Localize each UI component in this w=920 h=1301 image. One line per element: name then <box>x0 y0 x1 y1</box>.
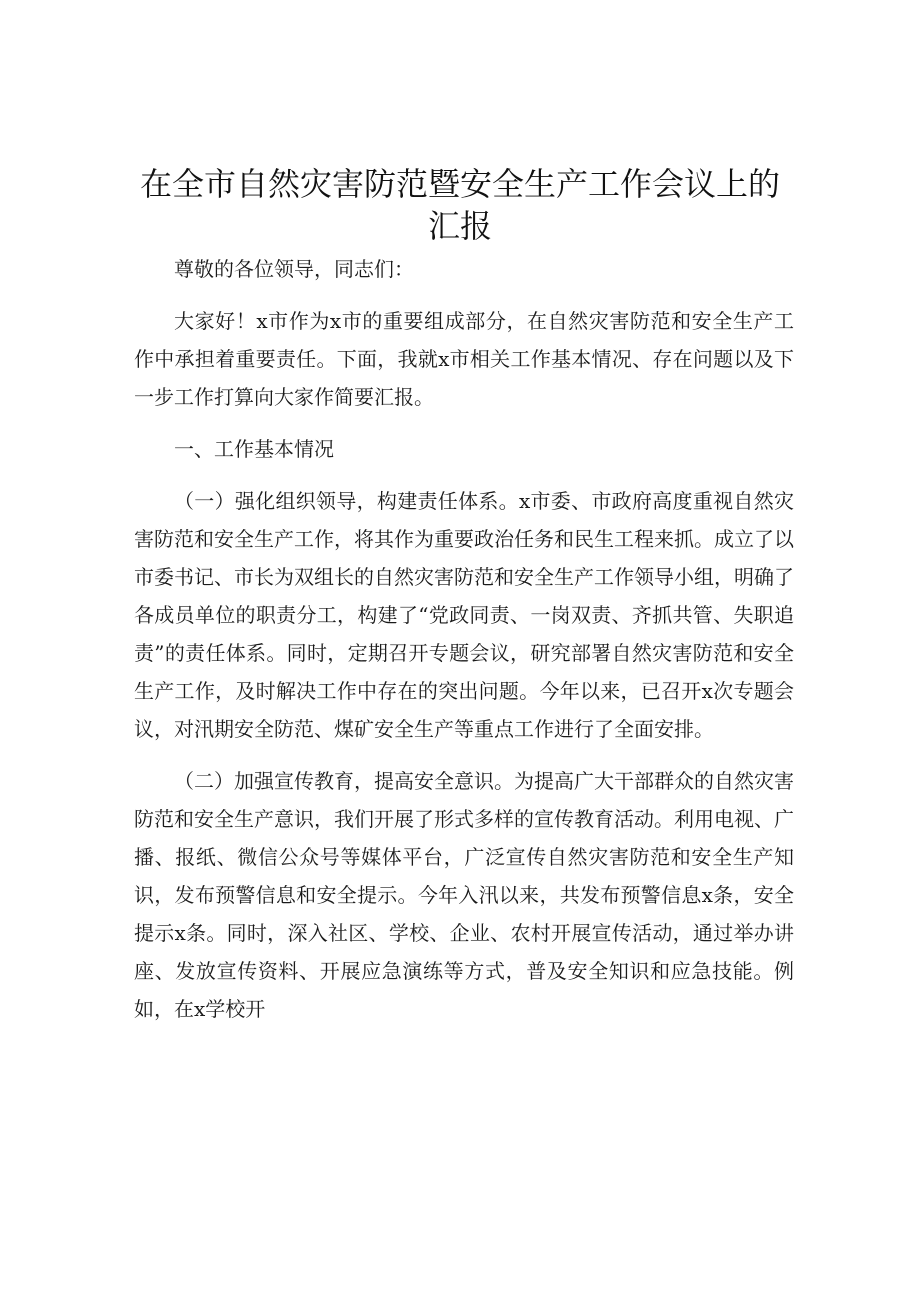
salutation: 尊敬的各位领导，同志们： <box>174 257 414 281</box>
body-paragraph: （一）强化组织领导，构建责任体系。x市委、市政府高度重视自然灾害防范和安全生产工作，将其作为重要政治任务和民生工程来抓。成立了以市委书记、市长为双组长的自然灾害防范和安全生产工作领导小组，明确了各成员单位的职责分工，构建了“党政同责、一岗双责、齐抓共管、失职追责”的责任体系。同时，定期召开专题会议，研究部署自然灾害防范和安全生产工作，及时解决工作中存在的突出问题。今年以来，已召开x次专题会议，对汛期安全防范、煤矿安全生产等重点工作进行了全面安排。 <box>134 489 794 741</box>
document-body <box>134 250 794 1042</box>
document-title-line-1: 在全市自然灾害防范暨安全生产工作会议上的 <box>139 165 780 203</box>
body-paragraph: （二）加强宣传教育，提高安全意识。为提高广大干部群众的自然灾害防范和安全生产意识，我们开展了形式多样的宣传教育活动。利用电视、广播、报纸、微信公众号等媒体平台，广泛宣传自然灾害防范和安全生产知识，发布预警信息和安全提示。今年入汛以来，共发布预警信息x条，安全提示x条。同时，深入社区、学校、企业、农村开展宣传活动，通过举办讲座、发放宣传资料、开展应急演练等方式，普及安全知识和应急技能。例如，在x学校开 <box>134 769 794 1021</box>
document-title-line-2: 汇报 <box>427 207 492 245</box>
intro-paragraph: 大家好！x市作为x市的重要组成部分，在自然灾害防范和安全生产工作中承担着重要责任。下面，我就x市相关工作基本情况、存在问题以及下一步工作打算向大家作简要汇报。 <box>134 309 794 409</box>
section-heading: 一、工作基本情况 <box>174 437 334 461</box>
